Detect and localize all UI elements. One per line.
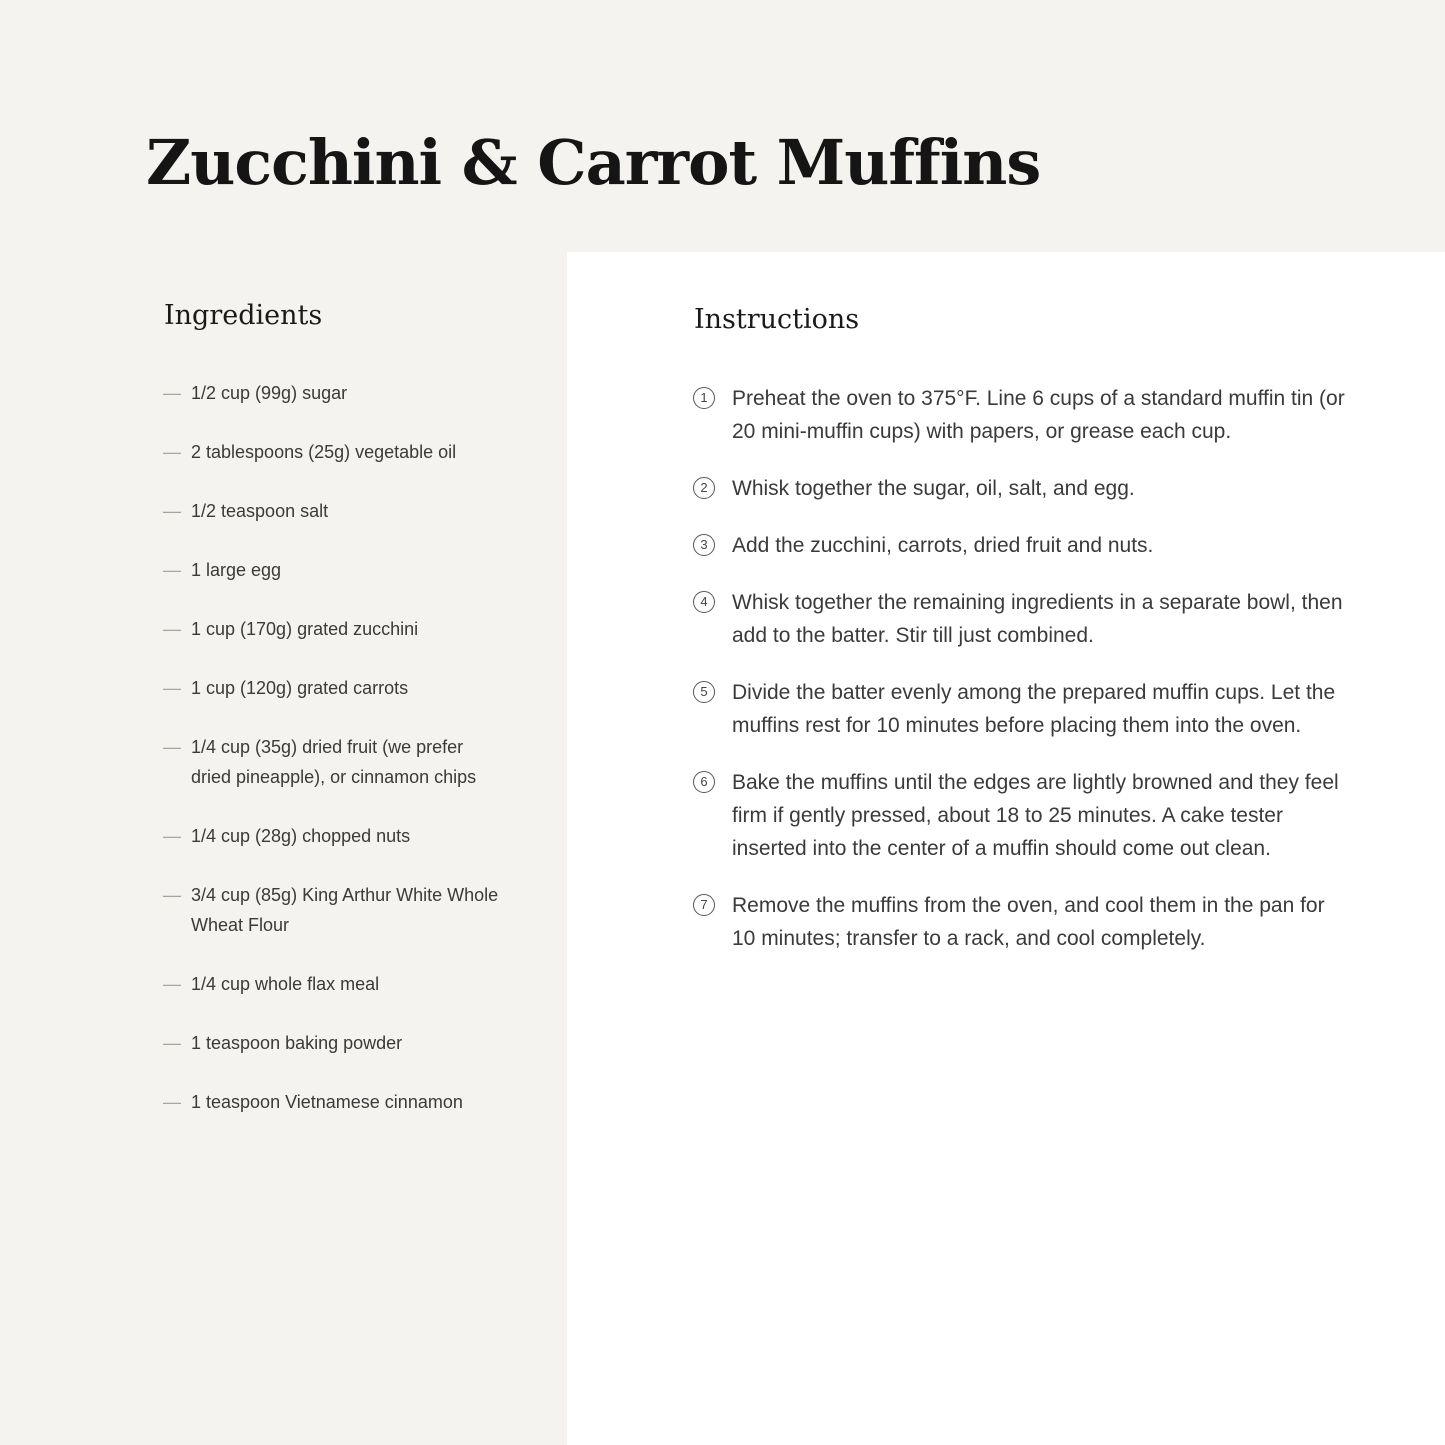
dash-bullet: — — [163, 1092, 181, 1112]
step-text: Whisk together the sugar, oil, salt, and egg. — [732, 477, 1135, 500]
step-text: Whisk together the remaining ingredients in a separate bowl, then add to the batter. Stir till just combined. — [732, 591, 1343, 647]
dash-bullet: — — [163, 619, 181, 639]
ingredient-item — [163, 555, 503, 585]
step-number-badge: 7 — [693, 894, 715, 916]
step-number-badge: 4 — [693, 591, 715, 613]
instruction-step — [693, 529, 1353, 562]
ingredient-item — [163, 880, 503, 940]
dash-bullet: — — [163, 974, 181, 994]
ingredient-item — [163, 732, 503, 792]
ingredient-item — [163, 1087, 503, 1117]
step-number-badge: 6 — [693, 771, 715, 793]
dash-bullet: — — [163, 885, 181, 905]
ingredient-item — [163, 437, 503, 467]
ingredient-text: 1/2 cup (99g) sugar — [191, 383, 348, 403]
instruction-step — [693, 586, 1353, 652]
dash-bullet: — — [163, 737, 181, 757]
dash-bullet: — — [163, 678, 181, 698]
step-text: Add the zucchini, carrots, dried fruit and nuts. — [732, 534, 1154, 557]
instruction-step — [693, 889, 1353, 955]
instruction-step — [693, 676, 1353, 742]
instructions-list — [693, 382, 1353, 979]
ingredient-text: 1/4 cup (35g) dried fruit (we prefer dried pineapple), or cinnamon chips — [191, 737, 477, 787]
step-text: Remove the muffins from the oven, and cool them in the pan for 10 minutes; transfer to a rack, and cool completely. — [732, 894, 1325, 950]
dash-bullet: — — [163, 442, 181, 462]
step-number-badge: 1 — [693, 387, 715, 409]
instructions-heading: Instructions — [694, 304, 860, 335]
step-text: Divide the batter evenly among the prepared muffin cups. Let the muffins rest for 10 minutes before placing them into the oven. — [732, 681, 1336, 737]
instruction-step — [693, 382, 1353, 448]
ingredient-text: 1/4 cup (28g) chopped nuts — [191, 826, 411, 846]
instruction-step — [693, 766, 1353, 865]
step-number-badge: 5 — [693, 681, 715, 703]
ingredient-text: 1/2 teaspoon salt — [191, 501, 329, 521]
dash-bullet: — — [163, 560, 181, 580]
ingredient-item — [163, 969, 503, 999]
dash-bullet: — — [163, 383, 181, 403]
recipe-title: Zucchini & Carrot Muffins — [146, 126, 1041, 199]
step-number-badge: 2 — [693, 477, 715, 499]
ingredient-text: 3/4 cup (85g) King Arthur White Whole Wheat Flour — [191, 885, 499, 935]
ingredient-item — [163, 378, 503, 408]
step-text: Preheat the oven to 375°F. Line 6 cups of a standard muffin tin (or 20 mini-muffin cups) with papers, or grease each cup. — [732, 387, 1345, 443]
ingredient-text: 1 large egg — [191, 560, 282, 580]
dash-bullet: — — [163, 1033, 181, 1053]
step-text: Bake the muffins until the edges are lightly browned and they feel firm if gently pressed, about 18 to 25 minutes. A cake tester inserted into the center of a muffin should come out clean. — [732, 771, 1339, 860]
dash-bullet: — — [163, 826, 181, 846]
ingredient-item — [163, 496, 503, 526]
ingredients-heading: Ingredients — [164, 300, 323, 331]
ingredient-text: 1 teaspoon Vietnamese cinnamon — [191, 1092, 463, 1112]
ingredient-text: 2 tablespoons (25g) vegetable oil — [191, 442, 457, 462]
ingredient-item — [163, 821, 503, 851]
ingredient-item — [163, 1028, 503, 1058]
ingredient-text: 1 teaspoon baking powder — [191, 1033, 403, 1053]
ingredient-text: 1 cup (120g) grated carrots — [191, 678, 409, 698]
ingredient-item — [163, 614, 503, 644]
ingredient-text: 1/4 cup whole flax meal — [191, 974, 380, 994]
ingredient-item — [163, 673, 503, 703]
dash-bullet: — — [163, 501, 181, 521]
step-number-badge: 3 — [693, 534, 715, 556]
instruction-step — [693, 472, 1353, 505]
ingredient-text: 1 cup (170g) grated zucchini — [191, 619, 419, 639]
ingredients-list — [163, 378, 503, 1146]
